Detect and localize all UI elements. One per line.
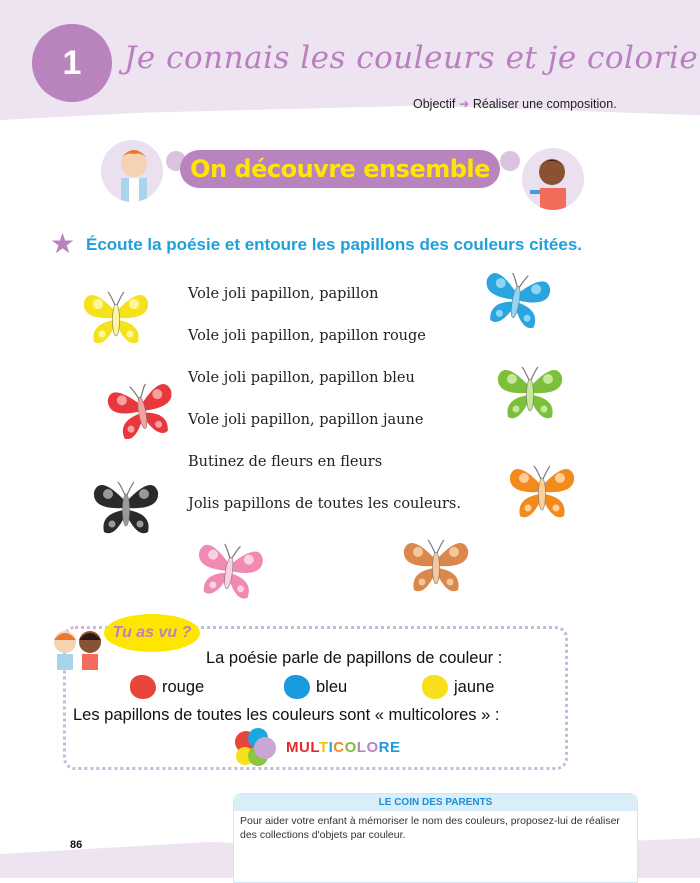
color-label: rouge bbox=[162, 677, 205, 696]
color-bleu bbox=[284, 675, 347, 699]
objective bbox=[413, 96, 617, 111]
parents-title: LE COIN DES PARENTS bbox=[234, 794, 637, 811]
butterfly-icon bbox=[188, 530, 269, 611]
multicolore-letter: T bbox=[318, 738, 329, 756]
multicolore-letter: U bbox=[299, 738, 311, 756]
multicolor-splat-icon bbox=[234, 728, 278, 766]
multicolore-word bbox=[286, 739, 400, 756]
color-label: jaune bbox=[454, 677, 495, 696]
butterfly-pink[interactable] bbox=[188, 530, 269, 611]
boy-avatar bbox=[101, 140, 163, 202]
banner-dot-right bbox=[500, 151, 520, 171]
multicolore-letter: O bbox=[344, 738, 357, 756]
multicolore bbox=[234, 728, 400, 766]
star-icon: ★ bbox=[50, 228, 76, 259]
multicolore-letter: L bbox=[356, 738, 367, 756]
color-label: bleu bbox=[316, 677, 348, 696]
instruction: Écoute la poésie et entoure les papillons des couleurs citées. bbox=[86, 235, 582, 254]
poem-line: Vole joli papillon, papillon jaune bbox=[188, 412, 424, 428]
poem-line: Vole joli papillon, papillon bbox=[188, 286, 379, 302]
page-number: 86 bbox=[70, 839, 83, 851]
butterfly-icon bbox=[494, 357, 566, 429]
butterfly-icon bbox=[90, 472, 162, 544]
butterfly-black[interactable] bbox=[90, 472, 162, 544]
summary-line-1: La poésie parle de papillons de couleur : bbox=[206, 649, 503, 667]
multicolore-letter: R bbox=[378, 738, 390, 756]
multicolore-letter: I bbox=[328, 738, 334, 756]
butterfly-brown[interactable] bbox=[400, 530, 472, 602]
butterfly-icon bbox=[400, 530, 472, 602]
girl-avatar bbox=[522, 148, 584, 210]
yellow-splat-icon bbox=[422, 675, 448, 699]
tu-as-vu-bubble: Tu as vu ? bbox=[104, 614, 200, 652]
arrow-icon: ➜ bbox=[458, 97, 470, 111]
butterfly-yellow[interactable] bbox=[80, 282, 152, 354]
poem-line: Vole joli papillon, papillon rouge bbox=[188, 328, 426, 344]
section-banner: On découvre ensemble bbox=[180, 150, 500, 188]
butterfly-icon bbox=[80, 282, 152, 354]
poem-line: Vole joli papillon, papillon bleu bbox=[188, 370, 415, 386]
butterfly-icon bbox=[100, 369, 183, 452]
poem bbox=[188, 286, 461, 538]
poem-line: Butinez de fleurs en fleurs bbox=[188, 454, 383, 470]
butterfly-red[interactable] bbox=[100, 369, 183, 452]
butterfly-green[interactable] bbox=[494, 357, 566, 429]
butterfly-blue[interactable] bbox=[474, 258, 557, 341]
red-splat-icon bbox=[130, 675, 156, 699]
butterfly-orange[interactable] bbox=[506, 456, 578, 528]
parents-corner bbox=[233, 793, 638, 883]
blue-splat-icon bbox=[284, 675, 310, 699]
multicolore-letter: C bbox=[333, 738, 345, 756]
color-jaune bbox=[422, 675, 494, 699]
poem-line: Jolis papillons de toutes les couleurs. bbox=[188, 496, 461, 512]
lesson-number: 1 bbox=[32, 24, 112, 102]
kids-icon bbox=[50, 626, 110, 675]
butterfly-icon bbox=[474, 258, 557, 341]
multicolore-letter: M bbox=[286, 738, 299, 756]
parents-text: Pour aider votre enfant à mémoriser le nom des couleurs, proposez-lui de réaliser des collections d'objets par couleur. bbox=[240, 815, 620, 841]
page-title: Je connais les couleurs et je colorie bbox=[124, 40, 699, 76]
butterfly-icon bbox=[506, 456, 578, 528]
multicolore-letter: E bbox=[389, 738, 401, 756]
objective-text: Réaliser une composition. bbox=[472, 97, 617, 111]
multicolore-letter: O bbox=[366, 738, 379, 756]
color-rouge bbox=[130, 675, 204, 699]
summary-line-2: Les papillons de toutes les couleurs sont « multicolores » : bbox=[73, 706, 500, 724]
objective-label: Objectif bbox=[413, 97, 456, 111]
multicolore-letter: L bbox=[310, 738, 319, 756]
